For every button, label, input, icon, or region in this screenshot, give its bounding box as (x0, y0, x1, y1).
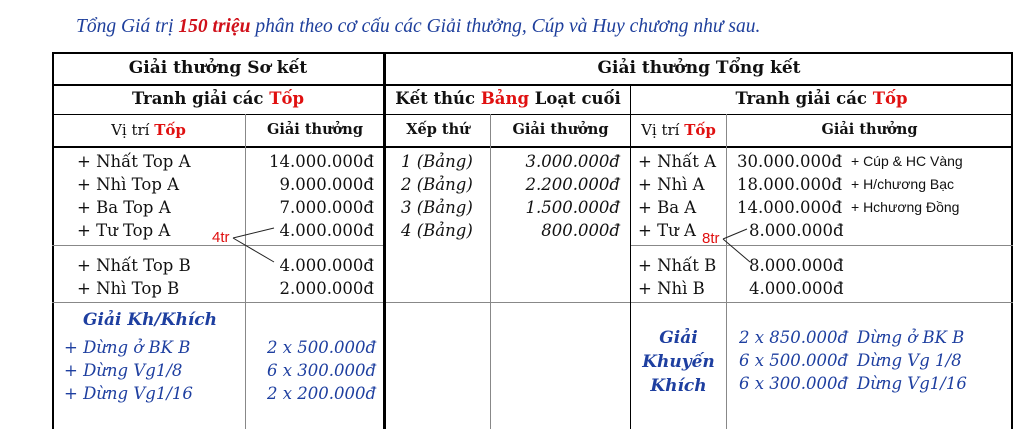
series-subtitle-red: Bảng (480, 89, 530, 108)
intro-prefix: Tổng Giá trị (76, 16, 179, 37)
list-item: 7.000.000đ (279, 198, 374, 217)
col-label-red: Tốp (154, 121, 186, 139)
list-item: + Hchương Đồng (851, 199, 960, 215)
list-item: 2 (Bảng) (401, 175, 473, 194)
list-item: + Dừng Vg1/8 (64, 361, 183, 380)
list-item: 3.000.000đ (525, 152, 620, 171)
series-col-prize: Giải thưởng (512, 121, 609, 138)
left-section-title: Giải thưởng Sơ kết (128, 58, 308, 78)
list-item: 2 x 850.000đ (739, 328, 849, 347)
list-item: 3 (Bảng) (401, 198, 473, 217)
note-4tr: 4tr (212, 229, 230, 246)
list-item: 14.000.000đ (737, 198, 843, 217)
left-subtitle-text: Tranh giải các (131, 89, 270, 108)
intro-suffix: phân theo cơ cấu các Giải thưởng, Cúp và Huy chương như sau. (250, 16, 761, 37)
right-section-title: Giải thưởng Tổng kết (597, 58, 801, 78)
tops-subtitle-red: Tốp (872, 89, 908, 108)
list-item: + Nhất B (638, 256, 717, 275)
list-item: + Nhì A (638, 175, 705, 194)
list-item: 9.000.000đ (279, 175, 374, 194)
list-item: 4.000.000đ (279, 221, 374, 240)
list-item: + Nhất Top A (77, 152, 191, 171)
list-item: 2 x 500.000đ (267, 338, 377, 357)
list-item: + Tư A (638, 221, 696, 240)
tops-subtitle-text: Tranh giải các (735, 89, 873, 108)
list-item: + H/chương Bạc (851, 176, 954, 192)
pointer-line (723, 239, 750, 262)
list-item: 6 x 300.000đ (739, 374, 849, 393)
list-item: 4 (Bảng) (401, 221, 473, 240)
list-item: + Nhì Top B (77, 279, 180, 298)
list-item: + Cúp & HC Vàng (851, 153, 963, 169)
list-item: 8.000.000đ (749, 256, 844, 275)
list-item: 2.000.000đ (279, 279, 374, 298)
list-item: Dừng ở BK B (857, 328, 965, 347)
list-item: + Nhì B (638, 279, 705, 298)
pointer-line (233, 238, 274, 262)
list-item: 4.000.000đ (279, 256, 374, 275)
list-item: + Ba Top A (77, 198, 171, 217)
list-item: 1.500.000đ (525, 198, 620, 217)
col-label: Vị trí (641, 121, 685, 139)
list-item: 8.000.000đ (749, 221, 844, 240)
left-subtitle-red: Tốp (269, 89, 305, 108)
list-item: Khích (650, 376, 707, 396)
list-item: 6 x 300.000đ (267, 361, 377, 380)
pointer-line (723, 229, 747, 239)
list-item: Khuyến (642, 352, 715, 372)
col-label-red: Tốp (684, 121, 716, 139)
list-item: + Ba A (638, 198, 697, 217)
series-subtitle-text: Kết thúc (395, 89, 481, 108)
list-item: 2.200.000đ (525, 175, 620, 194)
tops-col-prize: Giải thưởng (821, 121, 918, 138)
list-item: + Dừng ở BK B (64, 338, 191, 357)
list-item: 1 (Bảng) (401, 152, 473, 171)
note-8tr: 8tr (702, 230, 720, 247)
left-col-prize: Giải thưởng (267, 121, 363, 138)
list-item: Giải (659, 328, 698, 348)
list-item: + Dừng Vg1/16 (64, 384, 193, 403)
pointer-line (233, 228, 274, 238)
list-item: Dừng Vg1/16 (857, 374, 967, 393)
list-item: + Tư Top A (77, 221, 171, 240)
list-item: + Nhì Top A (77, 175, 180, 194)
series-subtitle-suffix: Loạt cuối (529, 89, 621, 108)
left-consol-title: Giải Kh/Khích (83, 310, 218, 330)
list-item: 4.000.000đ (749, 279, 844, 298)
list-item: 18.000.000đ (737, 175, 843, 194)
list-item: 14.000.000đ (268, 152, 374, 171)
series-col-rank: Xếp thứ (406, 121, 470, 138)
list-item: 800.000đ (541, 221, 620, 240)
col-label: Vị trí (111, 121, 155, 139)
list-item: + Nhất A (638, 152, 717, 171)
intro-amount: 150 triệu (178, 16, 251, 37)
list-item: 30.000.000đ (737, 152, 843, 171)
list-item: 6 x 500.000đ (739, 351, 849, 370)
list-item: 2 x 200.000đ (267, 384, 377, 403)
list-item: + Nhất Top B (77, 256, 191, 275)
list-item: Dừng Vg 1/8 (857, 351, 962, 370)
